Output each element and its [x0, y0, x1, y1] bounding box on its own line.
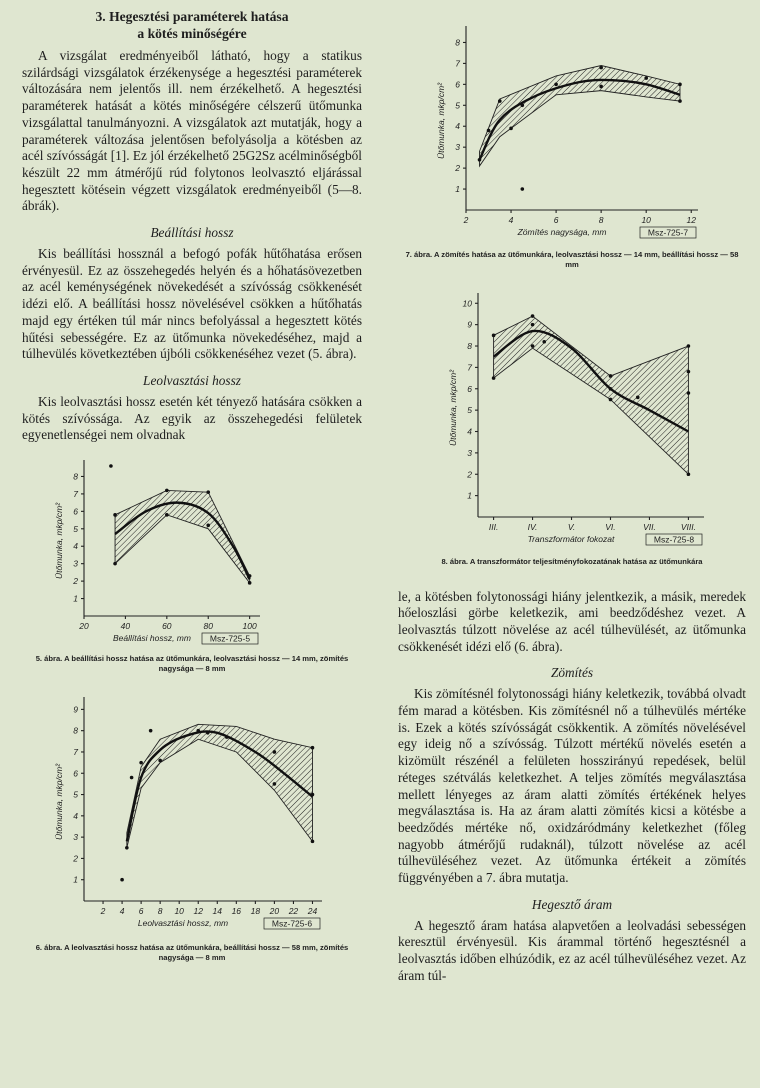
y-tick-label: 3: [455, 142, 460, 153]
data-point: [206, 524, 210, 528]
x-tick-label: IV.: [527, 522, 538, 532]
y-tick-label: 4: [455, 121, 460, 132]
y-tick-label: 5: [73, 789, 78, 800]
y-tick-label: 5: [73, 523, 78, 534]
y-tick-label: 8: [73, 725, 78, 736]
data-point: [678, 99, 682, 103]
data-point: [487, 129, 491, 133]
data-point: [521, 103, 525, 107]
x-tick-label: 20: [269, 906, 280, 917]
x-tick-label: 80: [203, 621, 213, 632]
y-tick-label: 7: [73, 747, 78, 758]
x-tick-label: 6: [553, 215, 559, 225]
x-tick-label: 100: [242, 621, 257, 632]
x-tick-label: V.: [567, 522, 576, 532]
x-tick-label: III.: [488, 522, 499, 532]
data-point: [542, 340, 546, 344]
y-tick-label: 2: [467, 469, 472, 480]
data-point: [609, 387, 613, 391]
x-tick-label: 14: [212, 906, 223, 917]
data-point: [248, 574, 252, 578]
x-tick-label: 60: [162, 621, 172, 632]
x-tick-label: 12: [193, 906, 203, 917]
figure-6-caption: 6. ábra. A leolvasztási hossz hatása az ütőmunkára, beállítási hossz — 58 mm, zömítés nagysága — 8 mm: [35, 943, 349, 962]
subheading-aram: Hegesztő áram: [531, 896, 613, 912]
data-point: [687, 370, 691, 374]
scatter-band: [494, 316, 689, 474]
y-tick-label: 8: [455, 37, 460, 48]
figure-8-chart: [398, 285, 746, 555]
x-tick-label: 40: [120, 621, 131, 632]
y-tick-label: 8: [73, 471, 78, 482]
y-tick-label: 6: [455, 79, 460, 90]
y-tick-label: 2: [73, 576, 78, 587]
y-tick-label: 1: [73, 593, 78, 604]
data-point: [609, 398, 613, 402]
y-tick-label: 6: [73, 506, 78, 517]
data-point: [687, 391, 691, 395]
x-axis-label: Transzformátor fokozat: [527, 534, 615, 544]
paragraph-beallitasi: Kis beállítási hossznál a befogó pofák hűtőhatása erősen érvényesül. Ez az összehegedés helyén és a hőhatásövezetben az acél keménységének növekedését a szívósság csökkenését idézi elő. A beállítási hossz növelésével csökken a hűtőhatás majd egy értéken túl már nincs befolyással a hegesztett kötés hűtési sebességére. Ez az ütőmunka növekedéséhez, majd a túlhevülés következtében újbóli csökkenéséhez vezet (5. ábra).: [22, 246, 362, 362]
scatter-band: [127, 724, 313, 847]
data-point: [687, 472, 691, 476]
x-tick-label: 8: [598, 215, 604, 225]
data-point: [531, 314, 535, 318]
x-tick-label: 4: [508, 215, 514, 225]
data-point: [158, 759, 162, 763]
data-point: [531, 323, 535, 327]
figure-tag: Msz-725-5: [209, 633, 251, 644]
y-tick-label: 10: [462, 298, 472, 309]
x-axis-label: Beállítási hossz, mm: [113, 633, 191, 644]
data-point: [206, 490, 210, 494]
y-tick-label: 3: [73, 832, 78, 843]
y-tick-label: 4: [467, 426, 472, 437]
data-point: [130, 776, 134, 780]
data-point: [248, 581, 252, 585]
y-tick-label: 1: [455, 184, 460, 195]
x-tick-label: 2: [463, 215, 469, 225]
data-point: [196, 729, 200, 733]
x-tick-label: 24: [307, 906, 318, 917]
x-tick-label: 12: [686, 215, 696, 225]
data-point: [225, 735, 229, 739]
data-point: [206, 731, 210, 735]
y-tick-label: 8: [467, 341, 472, 352]
figure-7-chart: [398, 20, 746, 248]
data-point: [273, 782, 277, 786]
data-point: [678, 83, 682, 87]
data-point: [531, 344, 535, 348]
data-point: [492, 334, 496, 338]
right-column: [398, 20, 746, 985]
x-tick-label: 18: [250, 906, 261, 917]
data-point: [311, 840, 315, 844]
paragraph-zomites: Kis zömítésnél folytonossági hiány keletkezik, továbbá olvadt fém marad a kötésben. Kis zömítésnél nő a túlhevülés mértéke is. Ezek a kötés szívósságát csökkentik. A zömítés növelésével egy ideig nő a szívósság. Túlzott mértékű növelés esetén a kizömült részénél a felületen hosszirányú repedések, belül réteges szétválás keletkezhet. A teljes zömítés megválasztása mellett lényeges az áram alatti zömítés értékének helyes megválasztása is. Ha az áram alatti zömítés kicsi a kötésbe a beedződés mértéke nő, oxidzáródmány keletkezhet (főleg nagyobb átmérőjű rudaknál), túlzott növelése az acél túlhevüléséhez vezet. Az ütőmunka értékeit a zömítés függvényében a 7. ábra mutatja.: [398, 686, 746, 886]
data-point: [311, 746, 315, 750]
data-point: [165, 489, 169, 493]
data-point: [521, 187, 525, 191]
x-tick-label: VIII.: [680, 522, 696, 532]
figure-tag: Msz-725-6: [271, 918, 313, 929]
data-point: [554, 83, 558, 87]
intro-paragraph: A vizsgálat eredményeiből látható, hogy a statikus szilárdsági vizsgálatok érzékenysége a hegesztési paraméterek változására nem jelentős ill. nem érzékelhető. A hegesztési paraméterek hatását a kötés minőségére célszerű ütőmunka vizsgálattal tanulmányozni. A vizsgálatok azt mutatják, hogy a paraméterek változása jelentősen befolyásolja a kötésben az acél szívósságát [1]. Ez jól érzékelhető 25G2Sz acélminőségből készült 22 mm átmérőjű rúd folytonos leolvasztó eljárással hegesztett kötésein végzett vizsgálatok eredményeiből (5—8. ábrák).: [22, 48, 362, 214]
x-tick-label: VII.: [643, 522, 656, 532]
figure-6-chart: [22, 691, 352, 941]
scatter-band: [480, 66, 680, 167]
y-axis-label: Ütőmunka, mkp/cm²: [54, 503, 64, 580]
figure-tag: Msz-725-8: [653, 534, 695, 545]
data-point: [113, 562, 117, 566]
data-point: [498, 99, 502, 103]
y-axis-label: Ütőmunka, mkp/cm²: [448, 369, 458, 447]
data-point: [492, 376, 496, 380]
x-tick-label: 20: [79, 621, 89, 632]
data-point: [125, 846, 129, 850]
data-point: [609, 374, 613, 378]
data-point: [273, 750, 277, 754]
section-heading: [22, 8, 362, 42]
data-point: [509, 127, 513, 131]
y-tick-label: 4: [73, 810, 78, 821]
y-tick-label: 6: [467, 383, 472, 394]
y-tick-label: 5: [455, 100, 460, 111]
y-tick-label: 7: [455, 58, 460, 69]
y-tick-label: 4: [73, 541, 78, 552]
left-column: [22, 8, 362, 962]
subheading-leolvasztasi: Leolvasztási hossz: [143, 372, 241, 388]
data-point: [599, 85, 603, 89]
data-point: [478, 158, 482, 162]
y-tick-label: 7: [467, 362, 472, 373]
x-tick-label: 6: [138, 906, 144, 917]
data-point: [599, 66, 603, 70]
x-axis-label: Leolvasztási hossz, mm: [137, 918, 229, 929]
x-tick-label: 2: [100, 906, 106, 917]
figure-8-caption: 8. ábra. A transzformátor teljesítményfokozatának hatása az ütőmunkára: [441, 557, 703, 566]
data-point: [109, 464, 113, 468]
x-tick-label: 10: [641, 215, 651, 225]
x-tick-label: 16: [231, 906, 242, 917]
y-tick-label: 1: [73, 874, 78, 885]
y-tick-label: 9: [467, 319, 472, 330]
y-tick-label: 6: [73, 768, 78, 779]
y-tick-label: 1: [467, 490, 472, 501]
y-tick-label: 2: [455, 163, 460, 174]
y-tick-label: 5: [467, 405, 472, 416]
heading-line-1: 3. Hegesztési paraméterek hatása: [95, 9, 289, 24]
data-point: [644, 76, 648, 80]
y-tick-label: 7: [73, 488, 78, 499]
y-tick-label: 9: [73, 704, 78, 715]
y-tick-label: 2: [73, 853, 78, 864]
heading-line-2: a kötés minőségére: [137, 26, 247, 41]
data-point: [149, 729, 153, 733]
data-point: [311, 793, 315, 797]
data-point: [165, 513, 169, 517]
x-tick-label: VI.: [605, 522, 616, 532]
data-point: [113, 513, 117, 517]
scatter-band: [115, 490, 250, 582]
x-tick-label: 22: [288, 906, 299, 917]
y-axis-label: Ütőmunka, mkp/cm²: [54, 764, 64, 841]
data-point: [687, 344, 691, 348]
paragraph-leolvasztasi-cont: le, a kötésben folytonossági hiány jelentkezik, a másik, meredek hőeloszlási görbe keletkezik, ami beedződéshez vezet. A leolvasztás túlzott növelése az acél túlhevülését, az ütőmunka csökkenését idézi elő (6. ábra).: [398, 588, 746, 654]
data-point: [636, 396, 640, 400]
data-point: [139, 761, 143, 765]
y-axis-label: Ütőmunka, mkp/cm²: [436, 82, 446, 160]
figure-tag: Msz-725-7: [647, 227, 689, 238]
x-axis-label: Zömítés nagysága, mm: [517, 227, 607, 237]
x-tick-label: 4: [119, 906, 125, 917]
paragraph-leolvasztasi: Kis leolvasztási hossz esetén két tényező hatására csökken a kötés szívóssága. Az egyik az összehegedési felületek egyenetlenségei nem olvadnak: [22, 393, 362, 443]
x-tick-label: 10: [174, 906, 184, 917]
subheading-zomites: Zömítés: [550, 665, 594, 681]
figure-5-chart: [22, 452, 352, 652]
y-tick-label: 3: [73, 558, 78, 569]
subheading-beallitasi: Beállítási hossz: [150, 225, 234, 241]
figure-5-caption: 5. ábra. A beállítási hossz hatása az ütőmunkára, leolvasztási hossz — 14 mm, zömítés nagysága — 8 mm: [35, 654, 349, 673]
x-tick-label: 8: [157, 906, 163, 917]
data-point: [120, 878, 124, 882]
y-tick-label: 3: [467, 447, 472, 458]
paragraph-aram: A hegesztő áram hatása alapvetően a leolvadási sebességen keresztül érvényesül. Kis árammal történő hegesztésnél a leolvasztás időben elhúzódik, ez az acél túlhevüléséhez vezet. Az áram túl-: [398, 917, 746, 983]
figure-7-caption: 7. ábra. A zömítés hatása az ütőmunkára, leolvasztási hossz — 14 mm, beállítási hossz — 58 mm: [405, 250, 739, 269]
